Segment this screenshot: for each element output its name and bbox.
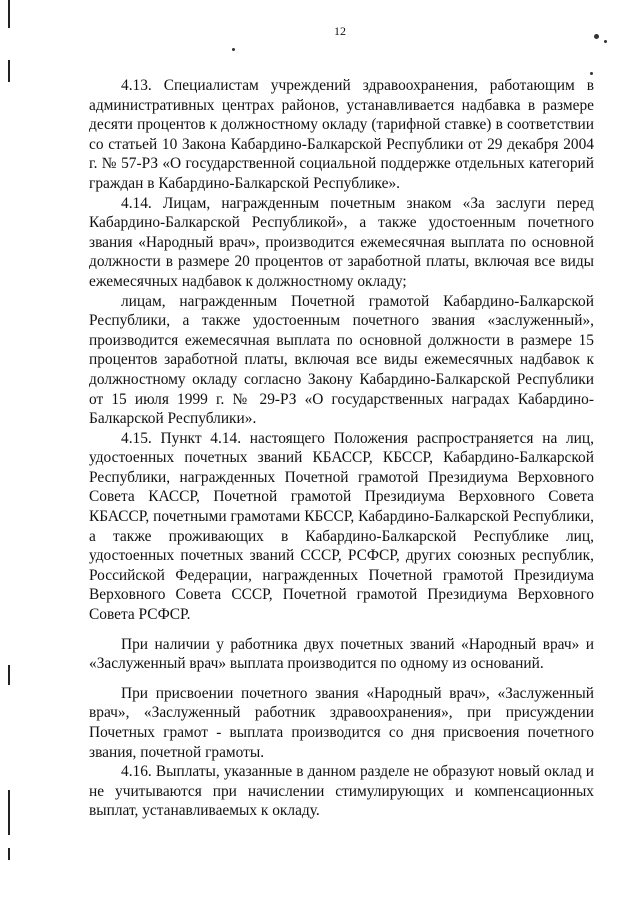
- paragraph-4-15: 4.15. Пункт 4.14. настоящего Положения распространяется на лиц, удостоенных почетных званий КБАССР, КБССР, Кабардино-Балкарской Республики, награжденных Почетной грамотой Президиума Верховного Совета КАССР, Почетной грамотой Президиума Верховного Совета КБАССР, почетными грамотами КБССР, Кабардино-Балкарской Республики, а также проживающих в Кабардино-Балкарской Республике лиц, удостоенных почетных званий СССР, РСФСР, других союзных республик, Российской Федерации, награжденных Почетной грамотой Президиума Верховного Совета СССР, Почетной грамотой Президиума Верховного Совета РСФСР.: [89, 429, 594, 624]
- scan-edge-mark: [8, 665, 10, 685]
- paragraph-4-14: 4.14. Лицам, награжденным почетным знаком «За заслуги перед Кабардино-Балкарской Республикой», а также удостоенным почетного звания «Народный врач», производится ежемесячная выплата по основной должности в размере 20 процентов от заработной платы, включая все виды ежемесячных надбавок к должностному окладу;: [89, 194, 594, 290]
- paragraph-4-16: 4.16. Выплаты, указанные в данном разделе не образуют новый оклад и не учитываются при начислении стимулирующих и компенсационных выплат, устанавливаемых к окладу.: [89, 763, 594, 820]
- scan-speck: [594, 34, 599, 39]
- paragraph-two-titles: При наличии у работника двух почетных званий «Народный врач» и «Заслуженный врач» выплата производится по одному из оснований.: [89, 635, 594, 673]
- scan-speck: [590, 72, 593, 75]
- scan-edge-mark: [8, 60, 10, 82]
- paragraph-award-date: При присвоении почетного звания «Народный врач», «Заслуженный врач», «Заслуженный работник здравоохранения», при присуждении Почетных грамот - выплата производится со дня присвоения почетного звания, почетной грамоты.: [89, 684, 594, 761]
- document-body: [89, 76, 594, 821]
- scan-edge-mark: [8, 848, 10, 860]
- scan-speck: [232, 48, 235, 51]
- page-number: 12: [334, 24, 346, 38]
- paragraph-4-13: 4.13. Специалистам учреждений здравоохранения, работающим в административных центрах районов, устанавливается надбавка в размере десяти процентов к должностному окладу (тарифной ставке) в соответствии со статьей 10 Закона Кабардино-Балкарской Республики от 29 декабря 2004 г. № 57-РЗ «О государственной социальной поддержке отдельных категорий граждан в Кабардино-Балкарской Республике».: [89, 77, 594, 192]
- scan-edge-mark: [8, 0, 10, 28]
- paragraph-4-14-continued: лицам, награжденным Почетной грамотой Кабардино-Балкарской Республики, а также удостоенным почетного звания «заслуженный», производится ежемесячная выплата по основной должности в размере 15 процентов заработной платы, включая все виды ежемесячных надбавок к должностному окладу согласно Закону Кабардино-Балкарской Республики от 15 июля 1999 г. № 29-РЗ «О государственных наградах Кабардино-Балкарской Республики».: [89, 292, 594, 428]
- scan-edge-mark: [8, 790, 10, 835]
- scan-speck: [604, 40, 607, 43]
